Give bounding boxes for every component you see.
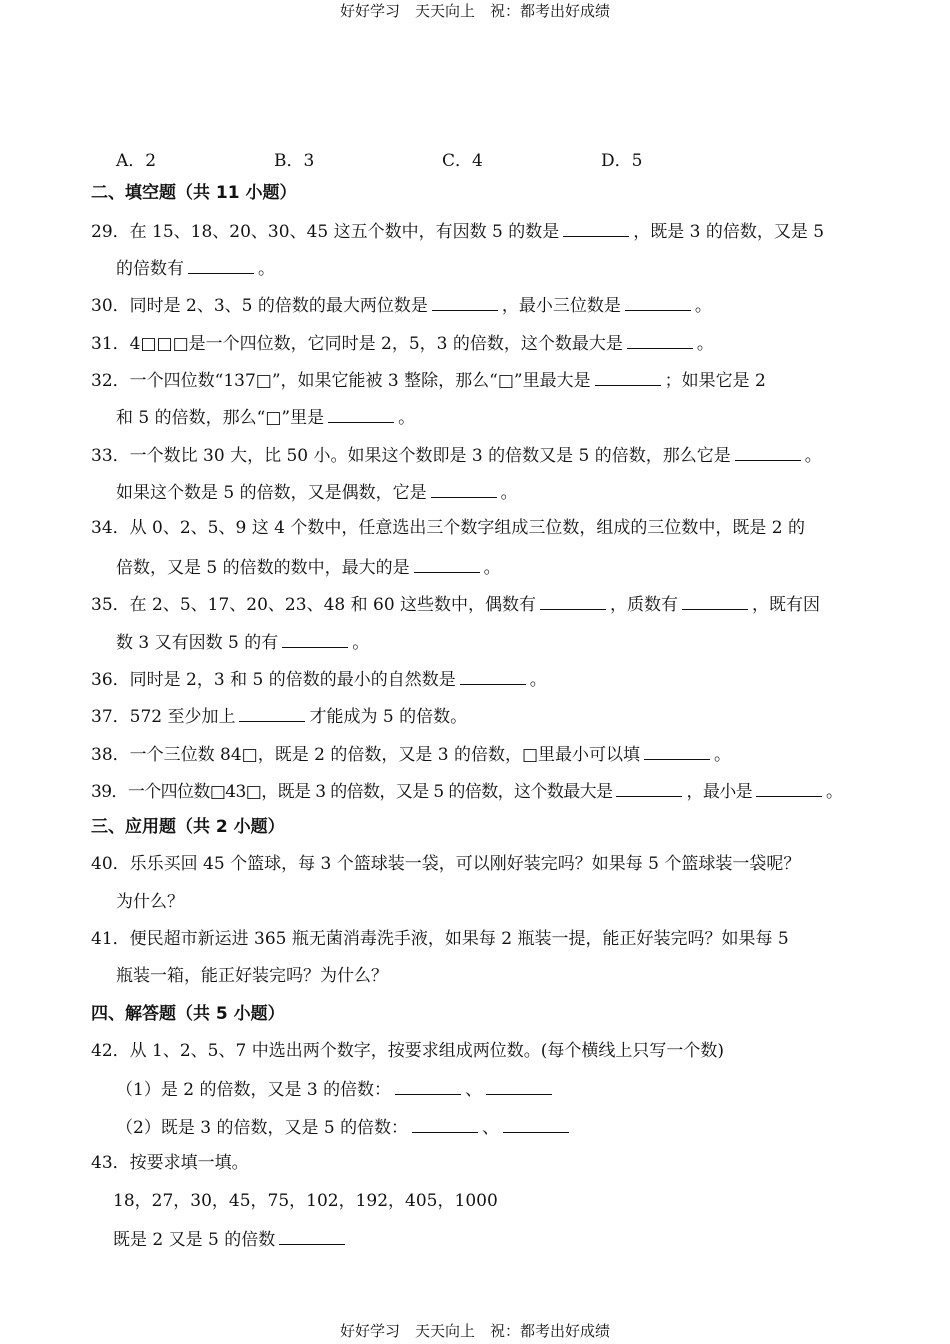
answer-blank[interactable]: [282, 630, 348, 648]
answer-blank[interactable]: [486, 1077, 552, 1095]
question-35-line1: 35．在 2、5、17、20、23、48 和 60 这些数中，偶数有 ，质数有 ，既有因: [91, 592, 820, 616]
answer-blank[interactable]: [431, 480, 497, 498]
question-42-part1: （1）是 2 的倍数，又是 3 的倍数： 、: [116, 1077, 556, 1101]
question-31: 31．4□□□是一个四位数，它同时是 2，5，3 的倍数，这个数最大是 。: [91, 331, 714, 355]
question-29-line2: 的倍数有 。: [116, 256, 275, 280]
page-footer: 好好学习 天天向上 祝：都考出好成绩: [339, 1322, 610, 1340]
answer-blank[interactable]: [460, 667, 526, 685]
option-d: D．5: [601, 151, 643, 171]
answer-blank[interactable]: [682, 592, 748, 610]
question-40-line2: 为什么？: [116, 892, 184, 912]
option-b: B．3: [274, 151, 315, 171]
answer-blank[interactable]: [563, 219, 629, 237]
section-solve-title: 四、解答题（共 5 小题）: [91, 1004, 285, 1024]
answer-blank[interactable]: [328, 405, 394, 423]
answer-blank[interactable]: [625, 293, 691, 311]
question-42-title: 42．从 1、2、5、7 中选出两个数字，按要求组成两位数。(每个横线上只写一个数): [91, 1041, 724, 1061]
question-39: 39．一个四位数□43□，既是 3 的倍数，又是 5 的倍数，这个数最大是 ，最小是 。: [91, 779, 842, 803]
question-36: 36．同时是 2，3 和 5 的倍数的最小的自然数是 。: [91, 667, 547, 691]
answer-blank[interactable]: [595, 368, 661, 386]
answer-blank[interactable]: [735, 443, 801, 461]
answer-blank[interactable]: [279, 1227, 345, 1245]
question-29-line1: 29．在 15、18、20、30、45 这五个数中，有因数 5 的数是 ，既是 3 的倍数，又是 5: [91, 219, 824, 243]
question-32-line1: 32．一个四位数“137□”，如果它能被 3 整除，那么“□”里最大是 ；如果它是 2: [91, 368, 766, 392]
answer-blank[interactable]: [188, 256, 254, 274]
answer-blank[interactable]: [644, 742, 710, 760]
answer-blank[interactable]: [432, 293, 498, 311]
answer-blank[interactable]: [395, 1077, 461, 1095]
question-34-line1: 34．从 0、2、5、9 这 4 个数中，任意选出三个数字组成三位数，组成的三位数中，既是 2 的: [91, 518, 805, 538]
answer-blank[interactable]: [540, 592, 606, 610]
answer-blank[interactable]: [756, 779, 822, 797]
question-42-part2: （2）既是 3 的倍数，又是 5 的倍数： 、: [116, 1115, 573, 1139]
question-43-number-list: 18，27，30，45，75，102，192，405，1000: [113, 1191, 498, 1211]
question-43-category: 既是 2 又是 5 的倍数: [113, 1227, 349, 1251]
question-30: 30．同时是 2、3、5 的倍数的最大两位数是 ，最小三位数是 。: [91, 293, 712, 317]
answer-blank[interactable]: [239, 704, 305, 722]
section-fill-title: 二、填空题（共 11 小题）: [91, 183, 297, 203]
option-c: C．4: [442, 151, 483, 171]
section-apply-title: 三、应用题（共 2 小题）: [91, 817, 285, 837]
question-41-line2: 瓶装一箱，能正好装完吗？为什么？: [116, 966, 388, 986]
answer-blank[interactable]: [627, 331, 693, 349]
question-41-line1: 41．便民超市新运进 365 瓶无菌消毒洗手液，如果每 2 瓶装一提，能正好装完吗？如果每 5: [91, 929, 789, 949]
question-33-line1: 33．一个数比 30 大，比 50 小。如果这个数即是 3 的倍数又是 5 的倍数，那么它是 。: [91, 443, 822, 467]
question-32-line2: 和 5 的倍数，那么“□”里是 。: [116, 405, 415, 429]
question-33-line2: 如果这个数是 5 的倍数，又是偶数，它是 。: [116, 480, 518, 504]
question-40-line1: 40．乐乐买回 45 个篮球，每 3 个篮球装一袋，可以刚好装完吗？如果每 5 个篮球装一袋呢？: [91, 854, 801, 874]
answer-blank[interactable]: [414, 555, 480, 573]
question-34-line2: 倍数，又是 5 的倍数的数中，最大的是 。: [116, 555, 501, 579]
question-37: 37．572 至少加上 才能成为 5 的倍数。: [91, 704, 467, 728]
question-35-line2: 数 3 又有因数 5 的有 。: [116, 630, 369, 654]
answer-blank[interactable]: [412, 1115, 478, 1133]
page-header: 好好学习 天天向上 祝：都考出好成绩: [339, 2, 610, 20]
question-43-title: 43．按要求填一填。: [91, 1153, 249, 1173]
answer-blank[interactable]: [503, 1115, 569, 1133]
option-a: A．2: [116, 151, 157, 171]
answer-blank[interactable]: [616, 779, 682, 797]
question-38: 38．一个三位数 84□，既是 2 的倍数，又是 3 的倍数，□里最小可以填 。: [91, 742, 731, 766]
